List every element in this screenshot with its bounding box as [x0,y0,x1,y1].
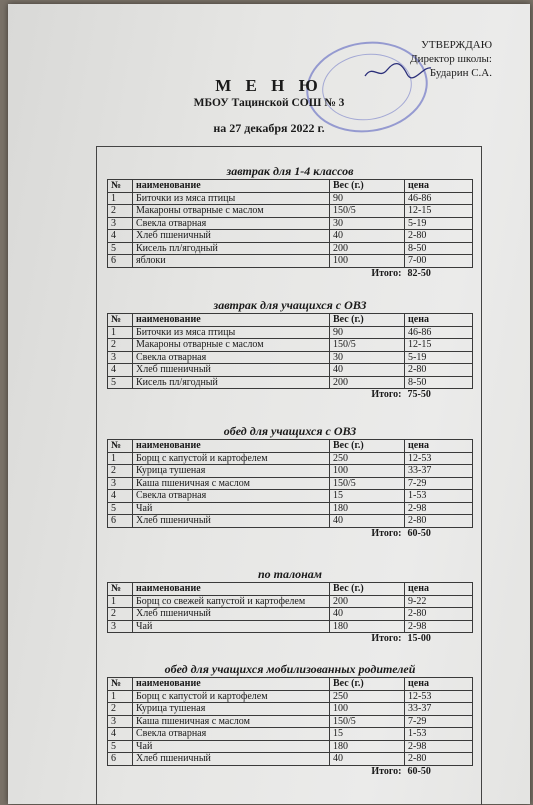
dish-weight: 100 [330,465,405,478]
dish-price: 1-53 [405,728,473,741]
total-label: Итого: [371,267,402,279]
approval-heading: УТВЕРЖДАЮ [421,39,492,51]
table-row [108,255,473,268]
dish-price: 8-50 [405,376,473,389]
dish-weight: 180 [330,502,405,515]
dish-price: 8-50 [405,242,473,255]
row-num: 4 [108,364,133,377]
table-row [108,703,473,716]
menu-section [107,163,473,279]
dish-name: Борщ с капустой и картофелем [133,452,330,465]
table-row [108,740,473,753]
header-num: № [108,583,133,596]
total-row [108,633,473,645]
table-row [108,217,473,230]
section-title: по талонам [257,567,323,581]
table-row [108,620,473,633]
dish-price: 2-98 [405,502,473,515]
table-row [108,339,473,352]
menu-section [107,423,473,539]
header-price: цена [405,678,473,691]
total-label: Итого: [371,765,402,777]
row-num: 1 [108,595,133,608]
table-header-row [108,180,473,193]
row-num: 5 [108,242,133,255]
dish-price: 2-80 [405,515,473,528]
dish-weight: 150/5 [330,339,405,352]
dish-price: 7-29 [405,715,473,728]
dish-name: Кисель пл/ягодный [133,376,330,389]
menu-section [107,566,473,645]
total-label: Итого: [371,633,402,645]
row-num: 6 [108,515,133,528]
dish-weight: 15 [330,728,405,741]
table-row [108,205,473,218]
menu-sheet [8,4,530,804]
section-title: обед для учащихся с ОВЗ [223,424,357,438]
dish-name: Хлеб пшеничный [133,753,330,766]
dish-weight: 40 [330,515,405,528]
dish-price: 46-86 [405,192,473,205]
row-num: 3 [108,715,133,728]
page-title: М Е Н Ю [215,76,323,95]
row-num: 6 [108,255,133,268]
total-label: Итого: [371,389,402,401]
dish-price: 5-19 [405,351,473,364]
dish-weight: 100 [330,255,405,268]
dish-name: Борщ с капустой и картофелем [133,690,330,703]
section-title: завтрак для учащихся с ОВЗ [213,298,367,312]
row-num: 4 [108,230,133,243]
row-num: 5 [108,376,133,389]
dish-weight: 180 [330,740,405,753]
dish-name: Каша пшеничная с маслом [133,477,330,490]
menu-table [107,439,473,539]
row-num: 2 [108,608,133,621]
dish-price: 12-53 [405,452,473,465]
row-num: 5 [108,740,133,753]
table-row [108,690,473,703]
table-row [108,242,473,255]
dish-name: Кисель пл/ягодный [133,242,330,255]
menu-date: на 27 декабря 2022 г. [213,121,325,135]
table-row [108,728,473,741]
table-row [108,502,473,515]
row-num: 2 [108,339,133,352]
header-name: наименование [133,180,330,193]
total-value: 75-50 [407,389,431,401]
table-row [108,608,473,621]
row-num: 1 [108,690,133,703]
dish-name: Свекла отварная [133,490,330,503]
dish-weight: 90 [330,192,405,205]
menu-section [107,297,473,401]
table-header-row [108,583,473,596]
total-value: 60-50 [407,527,431,539]
dish-price: 46-86 [405,326,473,339]
dish-name: Хлеб пшеничный [133,608,330,621]
dish-price: 2-80 [405,608,473,621]
dish-price: 2-98 [405,620,473,633]
row-num: 5 [108,502,133,515]
menu-section [107,661,473,777]
header-weight: Вес (г.) [330,583,405,596]
dish-weight: 40 [330,753,405,766]
dish-name: Свекла отварная [133,351,330,364]
dish-weight: 90 [330,326,405,339]
dish-name: Хлеб пшеничный [133,364,330,377]
row-num: 1 [108,192,133,205]
dish-price: 33-37 [405,465,473,478]
total-row [108,389,473,401]
dish-price: 2-80 [405,364,473,377]
dish-price: 7-29 [405,477,473,490]
dish-weight: 200 [330,242,405,255]
row-num: 3 [108,620,133,633]
row-num: 2 [108,205,133,218]
dish-weight: 40 [330,608,405,621]
total-label: Итого: [371,527,402,539]
director-name: Бударин С.А. [429,67,492,79]
dish-weight: 200 [330,595,405,608]
row-num: 6 [108,753,133,766]
row-num: 2 [108,703,133,716]
dish-name: Каша пшеничная с маслом [133,715,330,728]
menu-table [107,179,473,279]
dish-name: Хлеб пшеничный [133,515,330,528]
total-row [108,267,473,279]
dish-name: Свекла отварная [133,217,330,230]
dish-weight: 30 [330,351,405,364]
table-row [108,477,473,490]
total-value: 15-00 [407,633,431,645]
menu-table [107,582,473,645]
table-row [108,326,473,339]
table-row [108,490,473,503]
row-num: 3 [108,217,133,230]
row-num: 3 [108,351,133,364]
table-row [108,192,473,205]
header-weight: Вес (г.) [330,678,405,691]
dish-weight: 200 [330,376,405,389]
dish-price: 2-98 [405,740,473,753]
header-num: № [108,180,133,193]
dish-weight: 180 [330,620,405,633]
header-price: цена [405,583,473,596]
row-num: 1 [108,326,133,339]
dish-price: 33-37 [405,703,473,716]
table-row [108,465,473,478]
table-row [108,715,473,728]
dish-price: 12-15 [405,205,473,218]
table-row [108,595,473,608]
dish-price: 5-19 [405,217,473,230]
dish-price: 2-80 [405,753,473,766]
dish-name: Чай [133,620,330,633]
menu-frame [96,146,482,805]
table-row [108,376,473,389]
row-num: 4 [108,728,133,741]
dish-name: Макароны отварные с маслом [133,205,330,218]
header-num: № [108,314,133,327]
header-price: цена [405,440,473,453]
row-num: 4 [108,490,133,503]
table-row [108,452,473,465]
dish-weight: 150/5 [330,477,405,490]
dish-weight: 15 [330,490,405,503]
header-name: наименование [133,440,330,453]
director-position: Директор школы: [410,53,492,65]
header-num: № [108,678,133,691]
row-num: 1 [108,452,133,465]
section-title: обед для учащихся мобилизованных родителей [164,662,416,676]
dish-weight: 100 [330,703,405,716]
dish-weight: 250 [330,452,405,465]
dish-price: 12-53 [405,690,473,703]
header-price: цена [405,180,473,193]
dish-price: 2-80 [405,230,473,243]
dish-name: Чай [133,502,330,515]
total-value: 60-50 [407,765,431,777]
menu-table [107,677,473,777]
dish-name: Свекла отварная [133,728,330,741]
approval-block [410,38,492,80]
table-header-row [108,440,473,453]
dish-name: Борщ со свежей капустой и картофелем [133,595,330,608]
dish-name: яблоки [133,255,330,268]
table-row [108,364,473,377]
section-title: завтрак для 1-4 классов [226,164,354,178]
header-num: № [108,440,133,453]
dish-name: Биточки из мяса птицы [133,192,330,205]
header-price: цена [405,314,473,327]
header-weight: Вес (г.) [330,440,405,453]
table-header-row [108,678,473,691]
dish-price: 7-00 [405,255,473,268]
dish-name: Курица тушеная [133,465,330,478]
total-value: 82-50 [407,267,431,279]
header-name: наименование [133,314,330,327]
dish-weight: 250 [330,690,405,703]
header-name: наименование [133,678,330,691]
table-row [108,351,473,364]
table-row [108,230,473,243]
dish-weight: 150/5 [330,205,405,218]
dish-weight: 40 [330,230,405,243]
school-name: МБОУ Тацинской СОШ № 3 [193,97,345,109]
row-num: 2 [108,465,133,478]
dish-name: Чай [133,740,330,753]
table-row [108,753,473,766]
dish-name: Биточки из мяса птицы [133,326,330,339]
dish-name: Макароны отварные с маслом [133,339,330,352]
table-row [108,515,473,528]
header-weight: Вес (г.) [330,314,405,327]
dish-weight: 30 [330,217,405,230]
header-weight: Вес (г.) [330,180,405,193]
dish-price: 9-22 [405,595,473,608]
table-header-row [108,314,473,327]
dish-name: Курица тушеная [133,703,330,716]
header-name: наименование [133,583,330,596]
menu-table [107,313,473,401]
dish-price: 1-53 [405,490,473,503]
total-row [108,765,473,777]
dish-weight: 40 [330,364,405,377]
total-row [108,527,473,539]
dish-name: Хлеб пшеничный [133,230,330,243]
dish-price: 12-15 [405,339,473,352]
row-num: 3 [108,477,133,490]
dish-weight: 150/5 [330,715,405,728]
